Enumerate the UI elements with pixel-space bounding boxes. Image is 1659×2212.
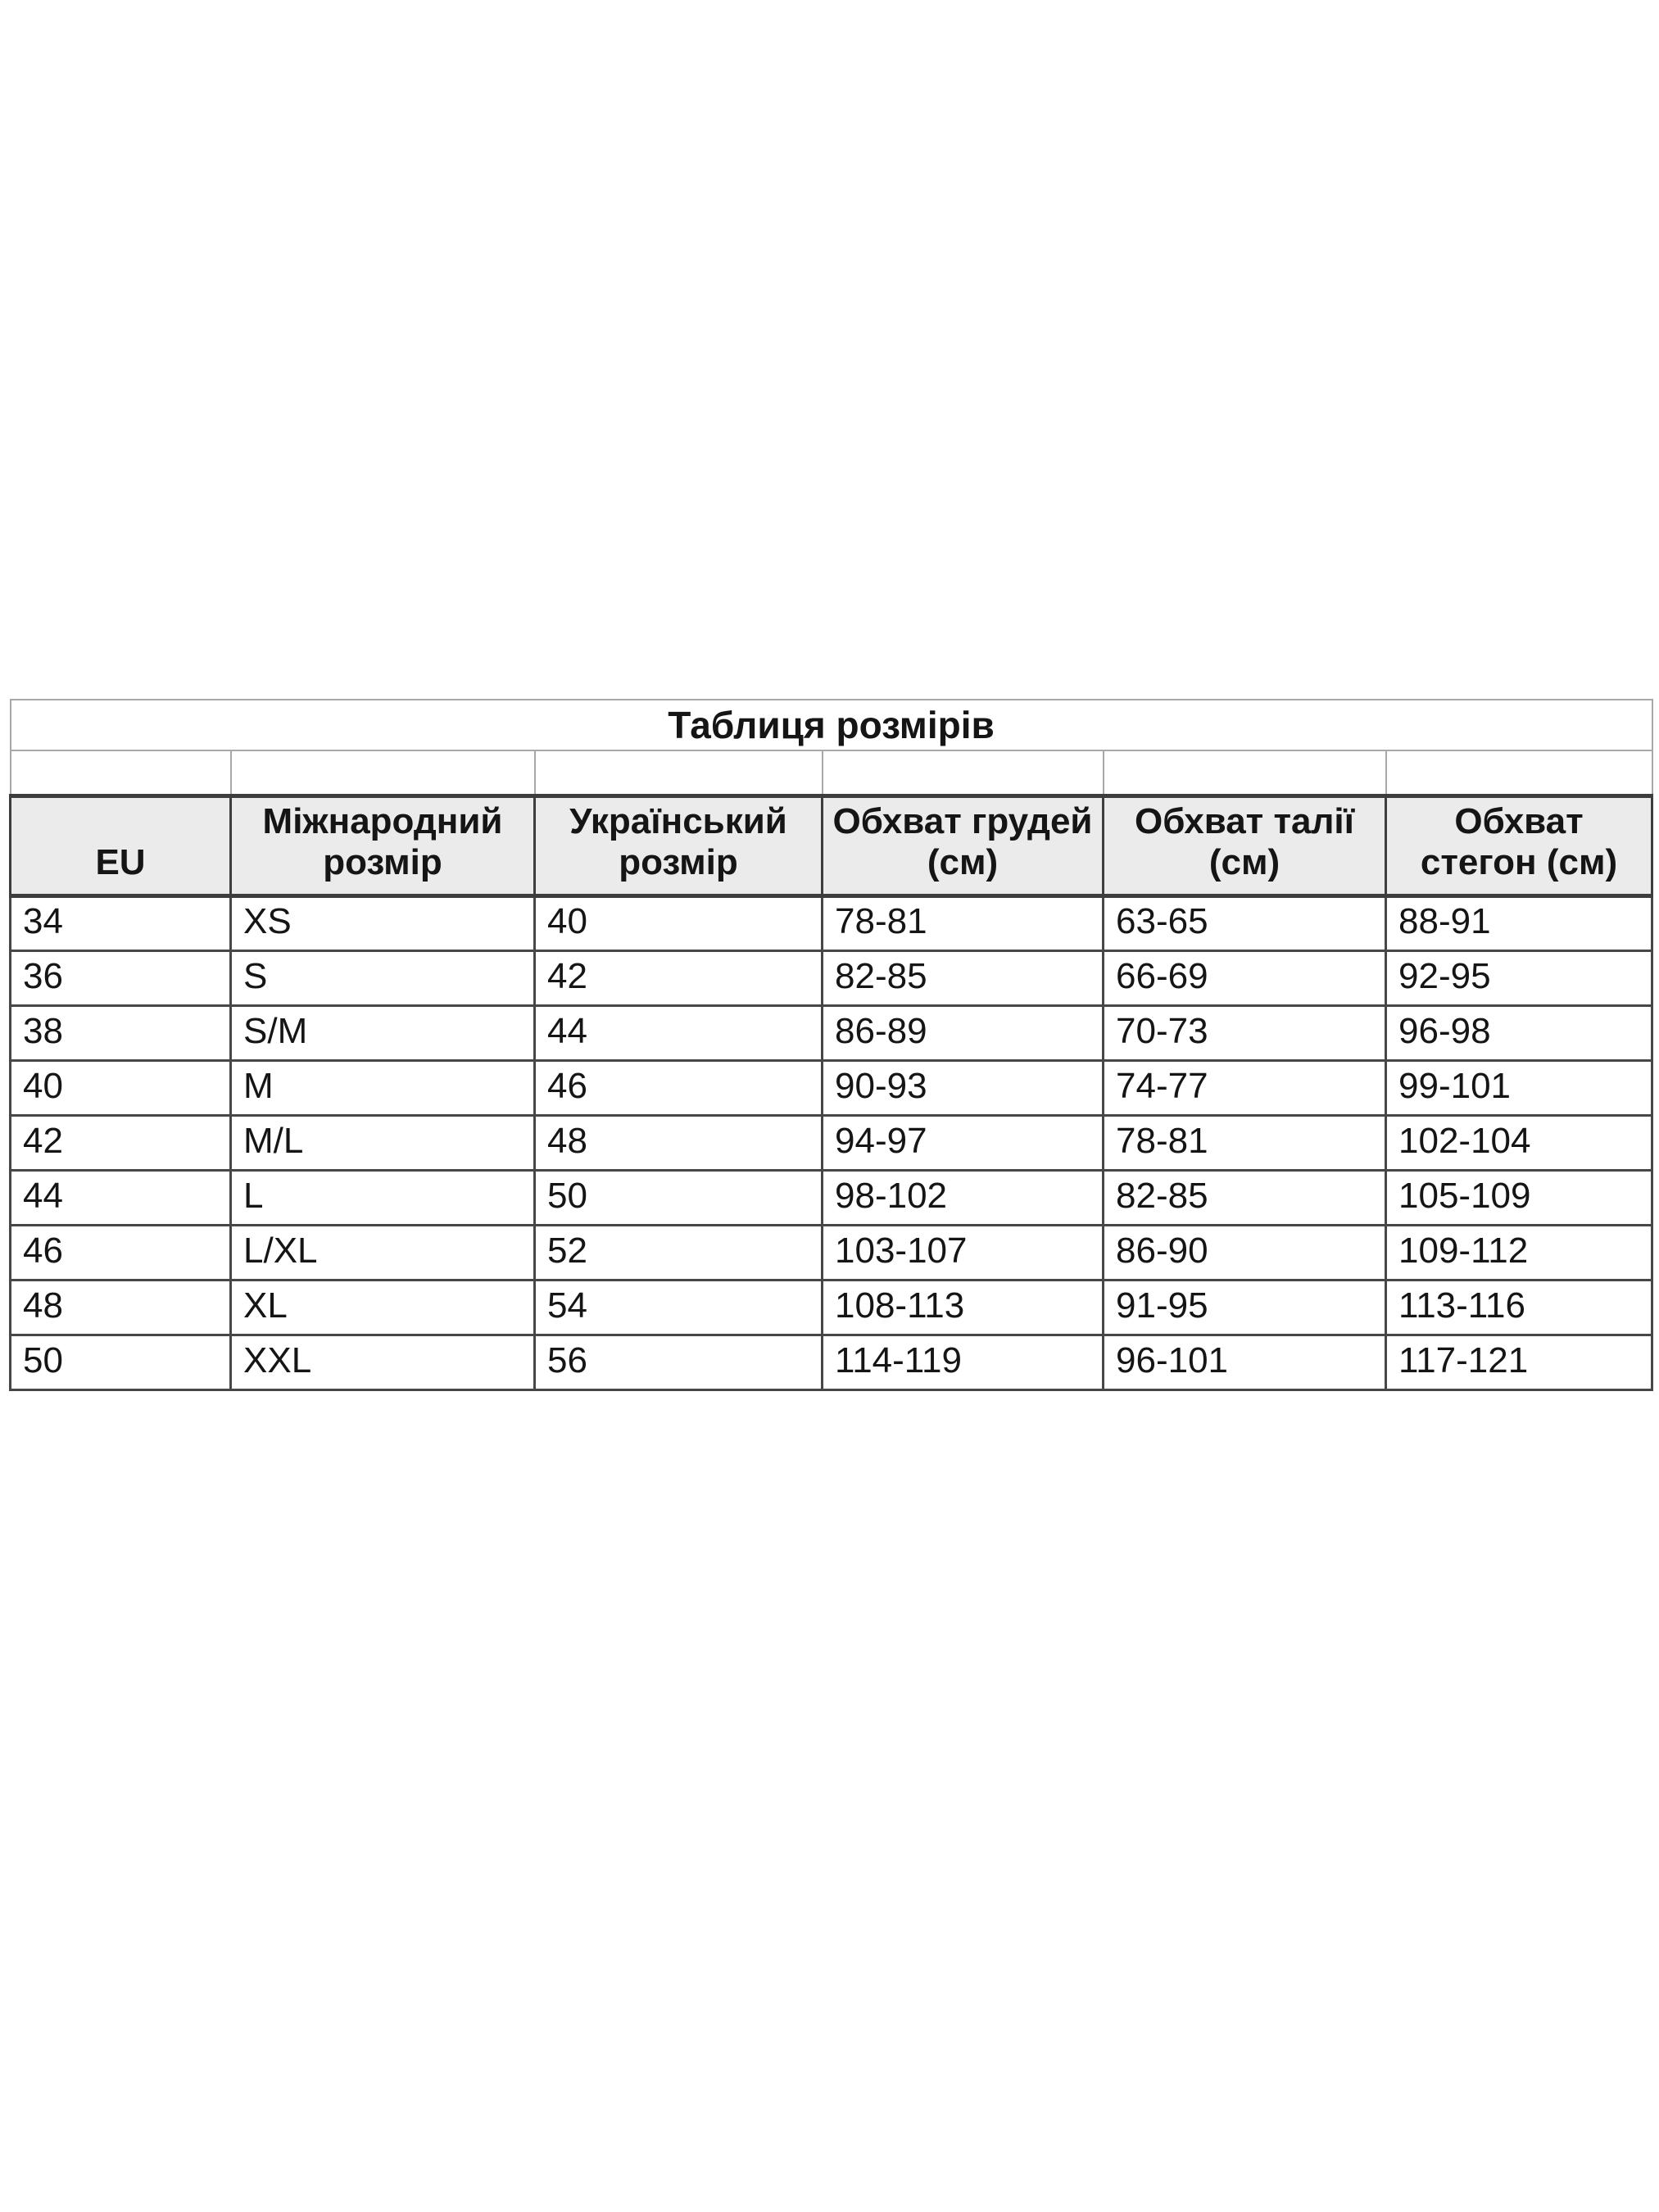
- table-cell: 46: [535, 1060, 823, 1115]
- table-row: [11, 950, 1652, 1005]
- table-cell: 42: [535, 950, 823, 1005]
- table-cell: 108-113: [823, 1280, 1104, 1335]
- table-row: [11, 1280, 1652, 1335]
- table-cell: 48: [535, 1115, 823, 1170]
- column-header-1: EU: [11, 796, 231, 895]
- table-cell: S/M: [231, 1005, 535, 1060]
- table-cell: XL: [231, 1280, 535, 1335]
- table-cell: 103-107: [823, 1225, 1104, 1280]
- column-header-3: Український розмір: [535, 796, 823, 895]
- column-header-5: Обхват талії (см): [1104, 796, 1386, 895]
- table-cell: XS: [231, 895, 535, 950]
- spacer-cell: [231, 750, 535, 796]
- table-cell: 113-116: [1386, 1280, 1652, 1335]
- column-header-2: Міжнародний розмір: [231, 796, 535, 895]
- table-cell: 105-109: [1386, 1170, 1652, 1225]
- table-cell: 92-95: [1386, 950, 1652, 1005]
- table-cell: S: [231, 950, 535, 1005]
- table-cell: 70-73: [1104, 1005, 1386, 1060]
- table-cell: 86-89: [823, 1005, 1104, 1060]
- table-cell: 109-112: [1386, 1225, 1652, 1280]
- table-cell: 52: [535, 1225, 823, 1280]
- table-cell: 86-90: [1104, 1225, 1386, 1280]
- table-cell: 96-101: [1104, 1335, 1386, 1389]
- spacer-cell: [1386, 750, 1652, 796]
- table-cell: 50: [11, 1335, 231, 1389]
- table-cell: 48: [11, 1280, 231, 1335]
- table-cell: 94-97: [823, 1115, 1104, 1170]
- table-row: [11, 1335, 1652, 1389]
- table-cell: 66-69: [1104, 950, 1386, 1005]
- table-row: [11, 1060, 1652, 1115]
- table-cell: M: [231, 1060, 535, 1115]
- table-cell: 96-98: [1386, 1005, 1652, 1060]
- table-row: [11, 895, 1652, 950]
- spacer-row: [11, 750, 1652, 796]
- table-cell: 40: [535, 895, 823, 950]
- table-cell: L/XL: [231, 1225, 535, 1280]
- table-cell: 88-91: [1386, 895, 1652, 950]
- table-cell: 56: [535, 1335, 823, 1389]
- table-cell: 78-81: [1104, 1115, 1386, 1170]
- column-header-row: [11, 796, 1652, 895]
- table-cell: 82-85: [823, 950, 1104, 1005]
- table-cell: L: [231, 1170, 535, 1225]
- table-cell: 102-104: [1386, 1115, 1652, 1170]
- table-cell: 42: [11, 1115, 231, 1170]
- table-cell: 63-65: [1104, 895, 1386, 950]
- table-cell: 40: [11, 1060, 231, 1115]
- table-cell: 44: [535, 1005, 823, 1060]
- table-cell: 91-95: [1104, 1280, 1386, 1335]
- table-row: [11, 1225, 1652, 1280]
- table-body: [11, 895, 1652, 1389]
- table-cell: 44: [11, 1170, 231, 1225]
- table-cell: 46: [11, 1225, 231, 1280]
- table-cell: 98-102: [823, 1170, 1104, 1225]
- table-cell: 99-101: [1386, 1060, 1652, 1115]
- spacer-cell: [535, 750, 823, 796]
- table-cell: 36: [11, 950, 231, 1005]
- table-cell: 117-121: [1386, 1335, 1652, 1389]
- table-cell: 74-77: [1104, 1060, 1386, 1115]
- column-header-4: Обхват грудей (см): [823, 796, 1104, 895]
- table-row: [11, 1005, 1652, 1060]
- table-cell: 50: [535, 1170, 823, 1225]
- spacer-cell: [11, 750, 231, 796]
- table-cell: XXL: [231, 1335, 535, 1389]
- table-cell: 82-85: [1104, 1170, 1386, 1225]
- column-header-6: Обхват стегон (см): [1386, 796, 1652, 895]
- spacer-cell: [1104, 750, 1386, 796]
- spacer-cell: [823, 750, 1104, 796]
- table-cell: 78-81: [823, 895, 1104, 950]
- table-title-row: [11, 700, 1652, 750]
- table-row: [11, 1170, 1652, 1225]
- table-cell: M/L: [231, 1115, 535, 1170]
- table-cell: 54: [535, 1280, 823, 1335]
- table-title: Таблиця розмірів: [11, 700, 1652, 750]
- table-cell: 90-93: [823, 1060, 1104, 1115]
- table-row: [11, 1115, 1652, 1170]
- table-cell: 114-119: [823, 1335, 1104, 1389]
- table-cell: 34: [11, 895, 231, 950]
- size-table: [9, 699, 1653, 1391]
- table-cell: 38: [11, 1005, 231, 1060]
